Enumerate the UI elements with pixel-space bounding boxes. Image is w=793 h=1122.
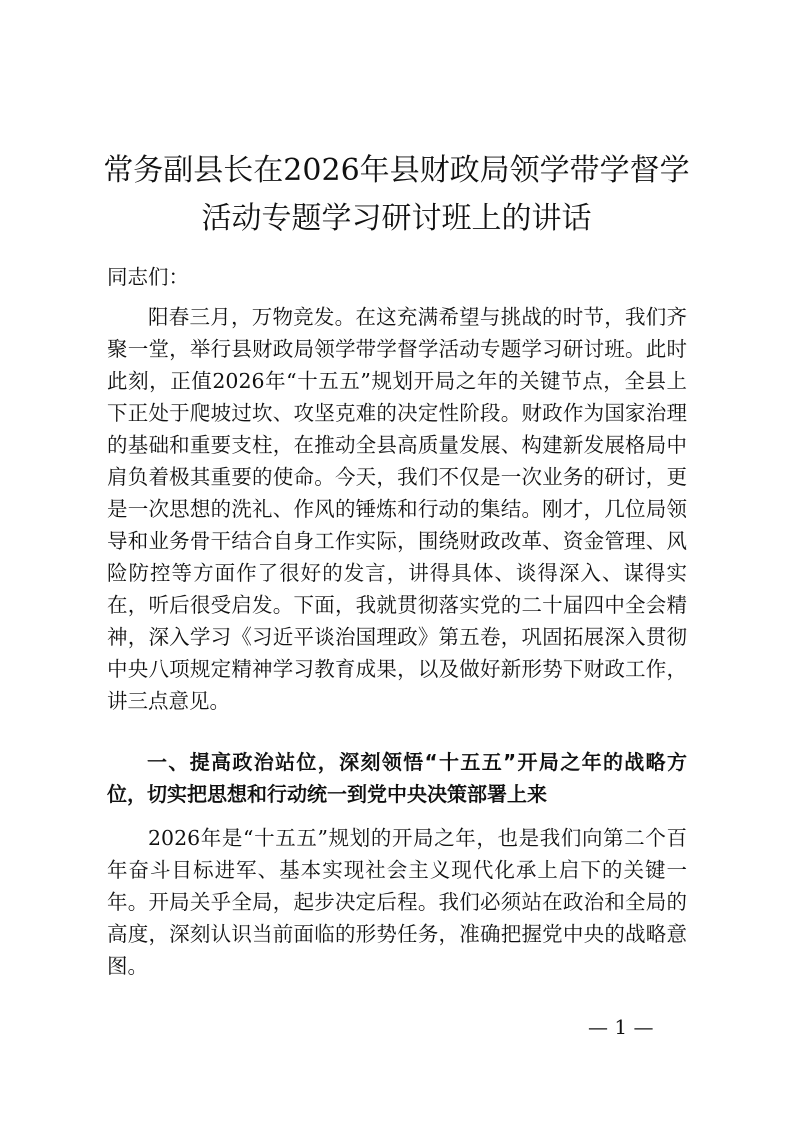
section-1-paragraph: 2026年是“十五五”规划的开局之年，也是我们向第二个百年奋斗目标进军、基本实现社会主义现代化承上启下的关键一年。开局关乎全局，起步决定后程。我们必须站在政治和全局的高度，深刻认识当前面临的形势任务，准确把握党中央的战略意图。 [107, 826, 687, 978]
page-number [0, 1013, 793, 1041]
section-heading-1: 一、提高政治站位，深刻领悟“十五五”开局之年的战略方位，切实把思想和行动统一到党中央决策部署上来 [107, 750, 687, 806]
document-title-line1: 常务副县长在2026年县财政局领学带学督学 [103, 153, 690, 188]
page-number-text: — 1 — [588, 1015, 654, 1039]
salutation: 同志们： [107, 265, 189, 289]
opening-paragraph: 阳春三月，万物竞发。在这充满希望与挑战的时节，我们齐聚一堂，举行县财政局领学带学督学活动专题学习研讨班。此时此刻，正值2026年“十五五”规划开局之年的关键节点，全县上下正处于爬坡过坎、攻坚克难的决定性阶段。财政作为国家治理的基础和重要支柱，在推动全县高质量发展、构建新发展格局中肩负着极其重要的使命。今天，我们不仅是一次业务的研讨，更是一次思想的洗礼、作风的锤炼和行动的集结。刚才，几位局领导和业务骨干结合自身工作实际，围绕财政改革、资金管理、风险防控等方面作了很好的发言，讲得具体、谈得深入、谋得实在，听后很受启发。下面，我就贯彻落实党的二十届四中全会精神，深入学习《习近平谈治国理政》第五卷，巩固拓展深入贯彻中央八项规定精神学习教育成果，以及做好新形势下财政工作，讲三点意见。 [107, 305, 687, 713]
document-title-line2: 活动专题学习研讨班上的讲话 [201, 201, 592, 236]
